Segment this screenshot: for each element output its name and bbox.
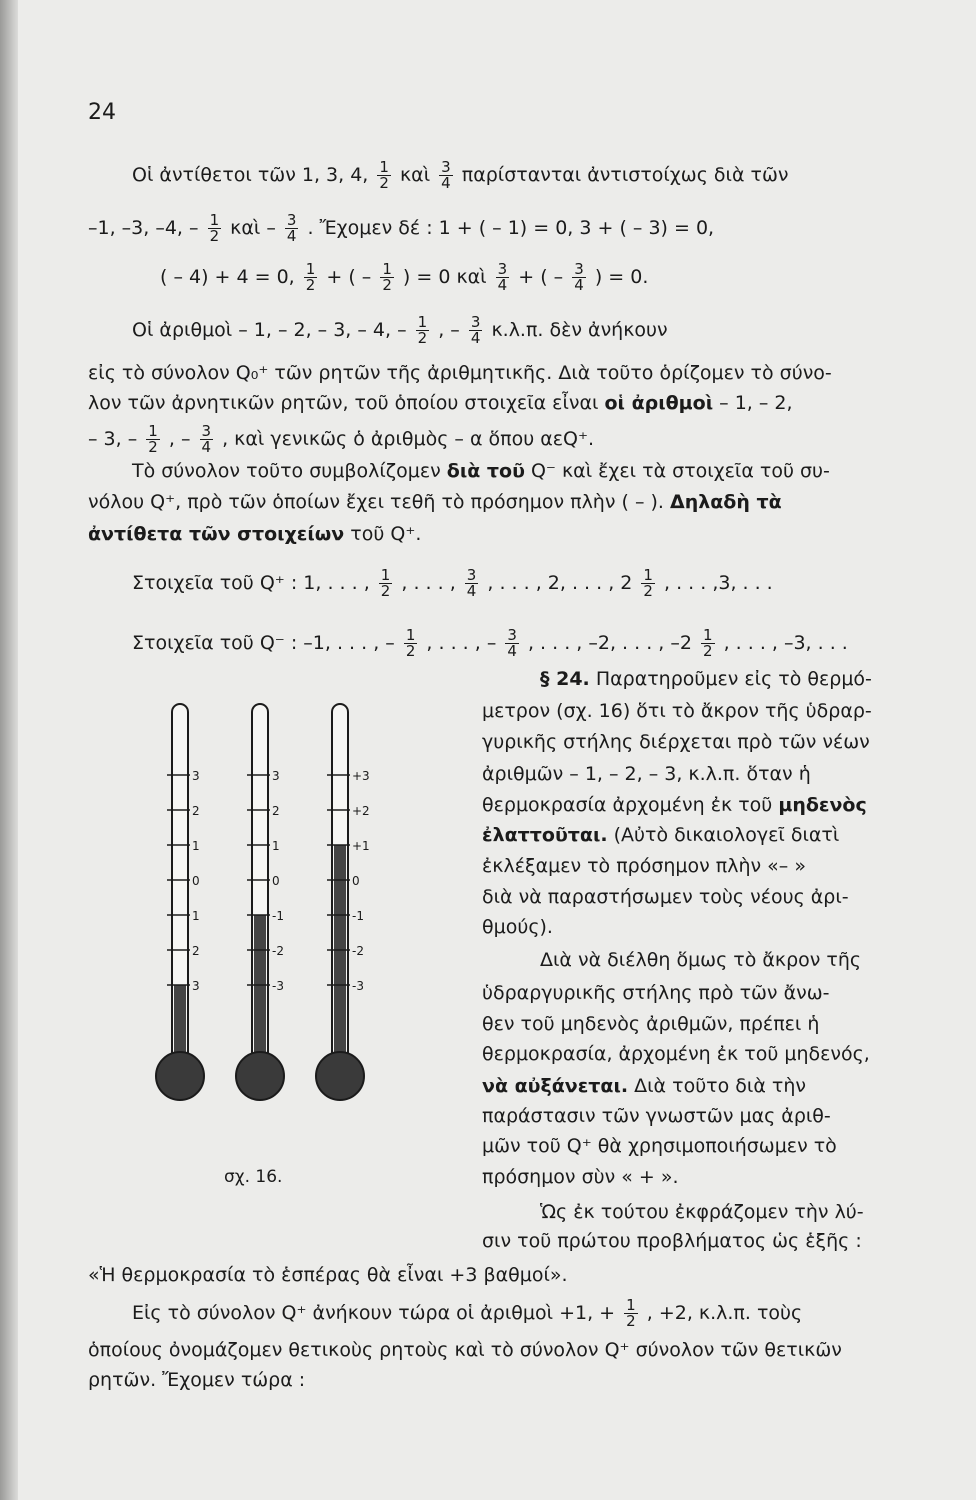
- right-line-9: θμούς).: [482, 916, 553, 938]
- right-line-5: θερμοκρασία ἀρχομένη ἐκ τοῦ μηδενὸς: [482, 794, 867, 816]
- fraction: $\frac{1}{2}$: [305, 260, 316, 294]
- thermometer-bulb: [236, 1052, 284, 1100]
- right-line-12: θεν τοῦ μηδενὸς ἀριθμῶν, πρέπει ἡ: [482, 1013, 820, 1035]
- text-line-last-3: ρητῶν. Ἔχομεν τώρα :: [88, 1369, 306, 1391]
- fraction: $\frac{1}{2}$: [380, 566, 391, 600]
- right-line-10: Διὰ νὰ διέλθη ὅμως τὸ ἄκρον τῆς: [540, 949, 862, 971]
- tick-label: -3: [272, 979, 284, 993]
- right-line-8: διὰ νὰ παραστήσωμεν τοὺς νέους ἀρι-: [482, 886, 849, 908]
- right-line-6: ἐλαττοῦται. (Αὐτὸ δικαιολογεῖ διατὶ: [482, 824, 840, 846]
- text-line-quote: «Ἡ θερμοκρασία τὸ ἑσπέρας θὰ εἶναι +3 βαθμοί».: [88, 1264, 568, 1286]
- text-line-8: Τὸ σύνολον τοῦτο συμβολίζομεν διὰ τοῦ Q⁻ καὶ ἔχει τὰ στοιχεῖα τοῦ συ-: [132, 460, 830, 482]
- right-line-11: ὑδραργυρικῆς στήλης πρὸ τῶν ἄνω-: [482, 982, 830, 1004]
- tick-label: 3: [192, 769, 200, 783]
- fraction: $\frac{3}{4}$: [497, 260, 508, 294]
- fraction: $\frac{1}{2}$: [382, 260, 392, 294]
- fraction: $\frac{1}{2}$: [209, 211, 220, 245]
- right-line-14: νὰ αὐξάνεται. Διὰ τοῦτο διὰ τὴν: [482, 1075, 806, 1097]
- tick-label: -1: [352, 909, 364, 923]
- fraction: $\frac{3}{4}$: [466, 566, 477, 600]
- text-line-5: εἰς τὸ σύνολον Q₀⁺ τῶν ρητῶν τῆς ἀριθμητικῆς. Διὰ τοῦτο ὁρίζομεν τὸ σύνο-: [88, 362, 832, 384]
- right-line-7: ἐκλέξαμεν τὸ πρόσημον πλὴν «– »: [482, 855, 806, 877]
- fraction: $\frac{1}{2}$: [417, 313, 428, 347]
- right-line-19: σιν τοῦ πρώτου προβλήματος ὡς ἑξῆς :: [482, 1230, 862, 1252]
- tick-label: 0: [272, 874, 280, 888]
- text-line-7: – 3, – $\frac{1}{2}$ , – $\frac{3}{4}$ , καὶ γενικῶς ὁ ἀριθμὸς – α ὅπου αεQ⁺.: [88, 422, 595, 456]
- right-line-2: μετρον (σχ. 16) ὅτι τὸ ἄκρον τῆς ὑδραρ-: [482, 700, 872, 722]
- text-line-1: Οἱ ἀντίθετοι τῶν 1, 3, 4, $\frac{1}{2}$ καὶ $\frac{3}{4}$ παρίστανται ἀντιστοίχως διὰ τῶν: [132, 158, 789, 192]
- tick-label: -2: [272, 944, 284, 958]
- thermometer-bulb: [156, 1052, 204, 1100]
- fraction: $\frac{1}{2}$: [702, 626, 713, 660]
- fraction: $\frac{3}{4}$: [470, 313, 481, 347]
- fraction: $\frac{1}{2}$: [405, 626, 416, 660]
- right-line-4: ἀριθμῶν – 1, – 2, – 3, κ.λ.π. ὅταν ἡ: [482, 763, 811, 785]
- fraction: $\frac{3}{4}$: [286, 211, 297, 245]
- tick-label: 1: [192, 839, 200, 853]
- right-line-13: θερμοκρασία, ἀρχομένη ἐκ τοῦ μηδενός,: [482, 1043, 870, 1065]
- thermometer-figure: [148, 696, 408, 1156]
- text-line-4: Οἱ ἀριθμοὶ – 1, – 2, – 3, – 4, – $\frac{1}{2}$ , – $\frac{3}{4}$ κ.λ.π. δὲν ἀνήκουν: [132, 313, 668, 347]
- tick-label: +2: [352, 804, 370, 818]
- tick-label: 2: [272, 804, 280, 818]
- tick-label: +3: [352, 769, 370, 783]
- tick-label: 0: [192, 874, 200, 888]
- text-line-last-1: Εἰς τὸ σύνολον Q⁺ ἀνήκουν τώρα οἱ ἀριθμοὶ +1, + $\frac{1}{2}$ , +2, κ.λ.π. τοὺς: [132, 1296, 803, 1330]
- tick-label: 0: [352, 874, 360, 888]
- right-line-16: μῶν τοῦ Q⁺ θὰ χρησιμοποιήσωμεν τὸ: [482, 1135, 837, 1157]
- tick-label: -3: [352, 979, 364, 993]
- text-line-3: ( – 4) + 4 = 0, $\frac{1}{2}$ + ( – $\frac{1}{2}$ ) = 0 καὶ $\frac{3}{4}$ + ( – $\frac{3}{4}$ ) = 0.: [160, 260, 649, 294]
- tick-label: +1: [352, 839, 370, 853]
- right-line-17: πρόσημον σὺν « + ».: [482, 1166, 679, 1188]
- text-line-last-2: ὁποίους ὀνομάζομεν θετικοὺς ρητοὺς καὶ τὸ σύνολον Q⁺ σύνολον τῶν θετικῶν: [88, 1339, 842, 1361]
- tick-label: 1: [192, 909, 200, 923]
- fraction: $\frac{1}{2}$: [379, 158, 389, 192]
- page-binding-edge: [0, 0, 18, 1500]
- text-line-2: –1, –3, –4, – $\frac{1}{2}$ καὶ – $\frac{3}{4}$ . Ἔχομεν δέ : 1 + ( – 1) = 0, 3 + ( – 3) = 0,: [88, 211, 715, 245]
- text-line-10: ἀντίθετα τῶν στοιχείων τοῦ Q⁺.: [88, 523, 422, 545]
- right-line-18: Ὡς ἐκ τούτου ἐκφράζομεν τὴν λύ-: [540, 1201, 864, 1223]
- fraction: $\frac{1}{2}$: [626, 1296, 636, 1330]
- tick-label: 2: [192, 804, 200, 818]
- fraction: $\frac{3}{4}$: [574, 260, 584, 294]
- fraction: $\frac{3}{4}$: [507, 626, 517, 660]
- text-line-6: λον τῶν ἀρνητικῶν ρητῶν, τοῦ ὁποίου στοιχεῖα εἶναι οἱ ἀριθμοὶ – 1, – 2,: [88, 392, 793, 414]
- right-line-1: § 24. Παρατηροῦμεν εἰς τὸ θερμό-: [540, 668, 872, 690]
- page-number: 24: [88, 100, 116, 125]
- fraction: $\frac{1}{2}$: [148, 422, 158, 456]
- figure-caption: σχ. 16.: [224, 1167, 283, 1187]
- thermometer-bulb: [316, 1052, 364, 1100]
- fraction: $\frac{3}{4}$: [441, 158, 451, 192]
- right-line-3: γυρικῆς στήλης διέρχεται πρὸ τῶν νέων: [482, 731, 870, 753]
- tick-label: 3: [272, 769, 280, 783]
- fraction: $\frac{1}{2}$: [643, 566, 653, 600]
- tick-label: 1: [272, 839, 280, 853]
- tick-label: 2: [192, 944, 200, 958]
- fraction: $\frac{3}{4}$: [201, 422, 212, 456]
- text-line-11: Στοιχεῖα τοῦ Q⁺ : 1, . . . , $\frac{1}{2}$ , . . . , $\frac{3}{4}$ , . . . , 2, . . . , 2 $\frac{1}{2}$ , . . . ,3, . . .: [132, 566, 773, 600]
- text-line-12: Στοιχεῖα τοῦ Q⁻ : –1, . . . , – $\frac{1}{2}$ , . . . , – $\frac{3}{4}$ , . . . , –2, . . . , –2 $\frac{1}{2}$ , . . . , –3, . . .: [132, 626, 848, 660]
- tick-label: -1: [272, 909, 284, 923]
- right-line-15: παράστασιν τῶν γνωστῶν μας ἀριθ-: [482, 1105, 831, 1127]
- tick-label: -2: [352, 944, 364, 958]
- tick-label: 3: [192, 979, 200, 993]
- text-line-9: νόλου Q⁺, πρὸ τῶν ὁποίων ἔχει τεθῆ τὸ πρόσημον πλὴν ( – ). Δηλαδὴ τὰ: [88, 491, 782, 513]
